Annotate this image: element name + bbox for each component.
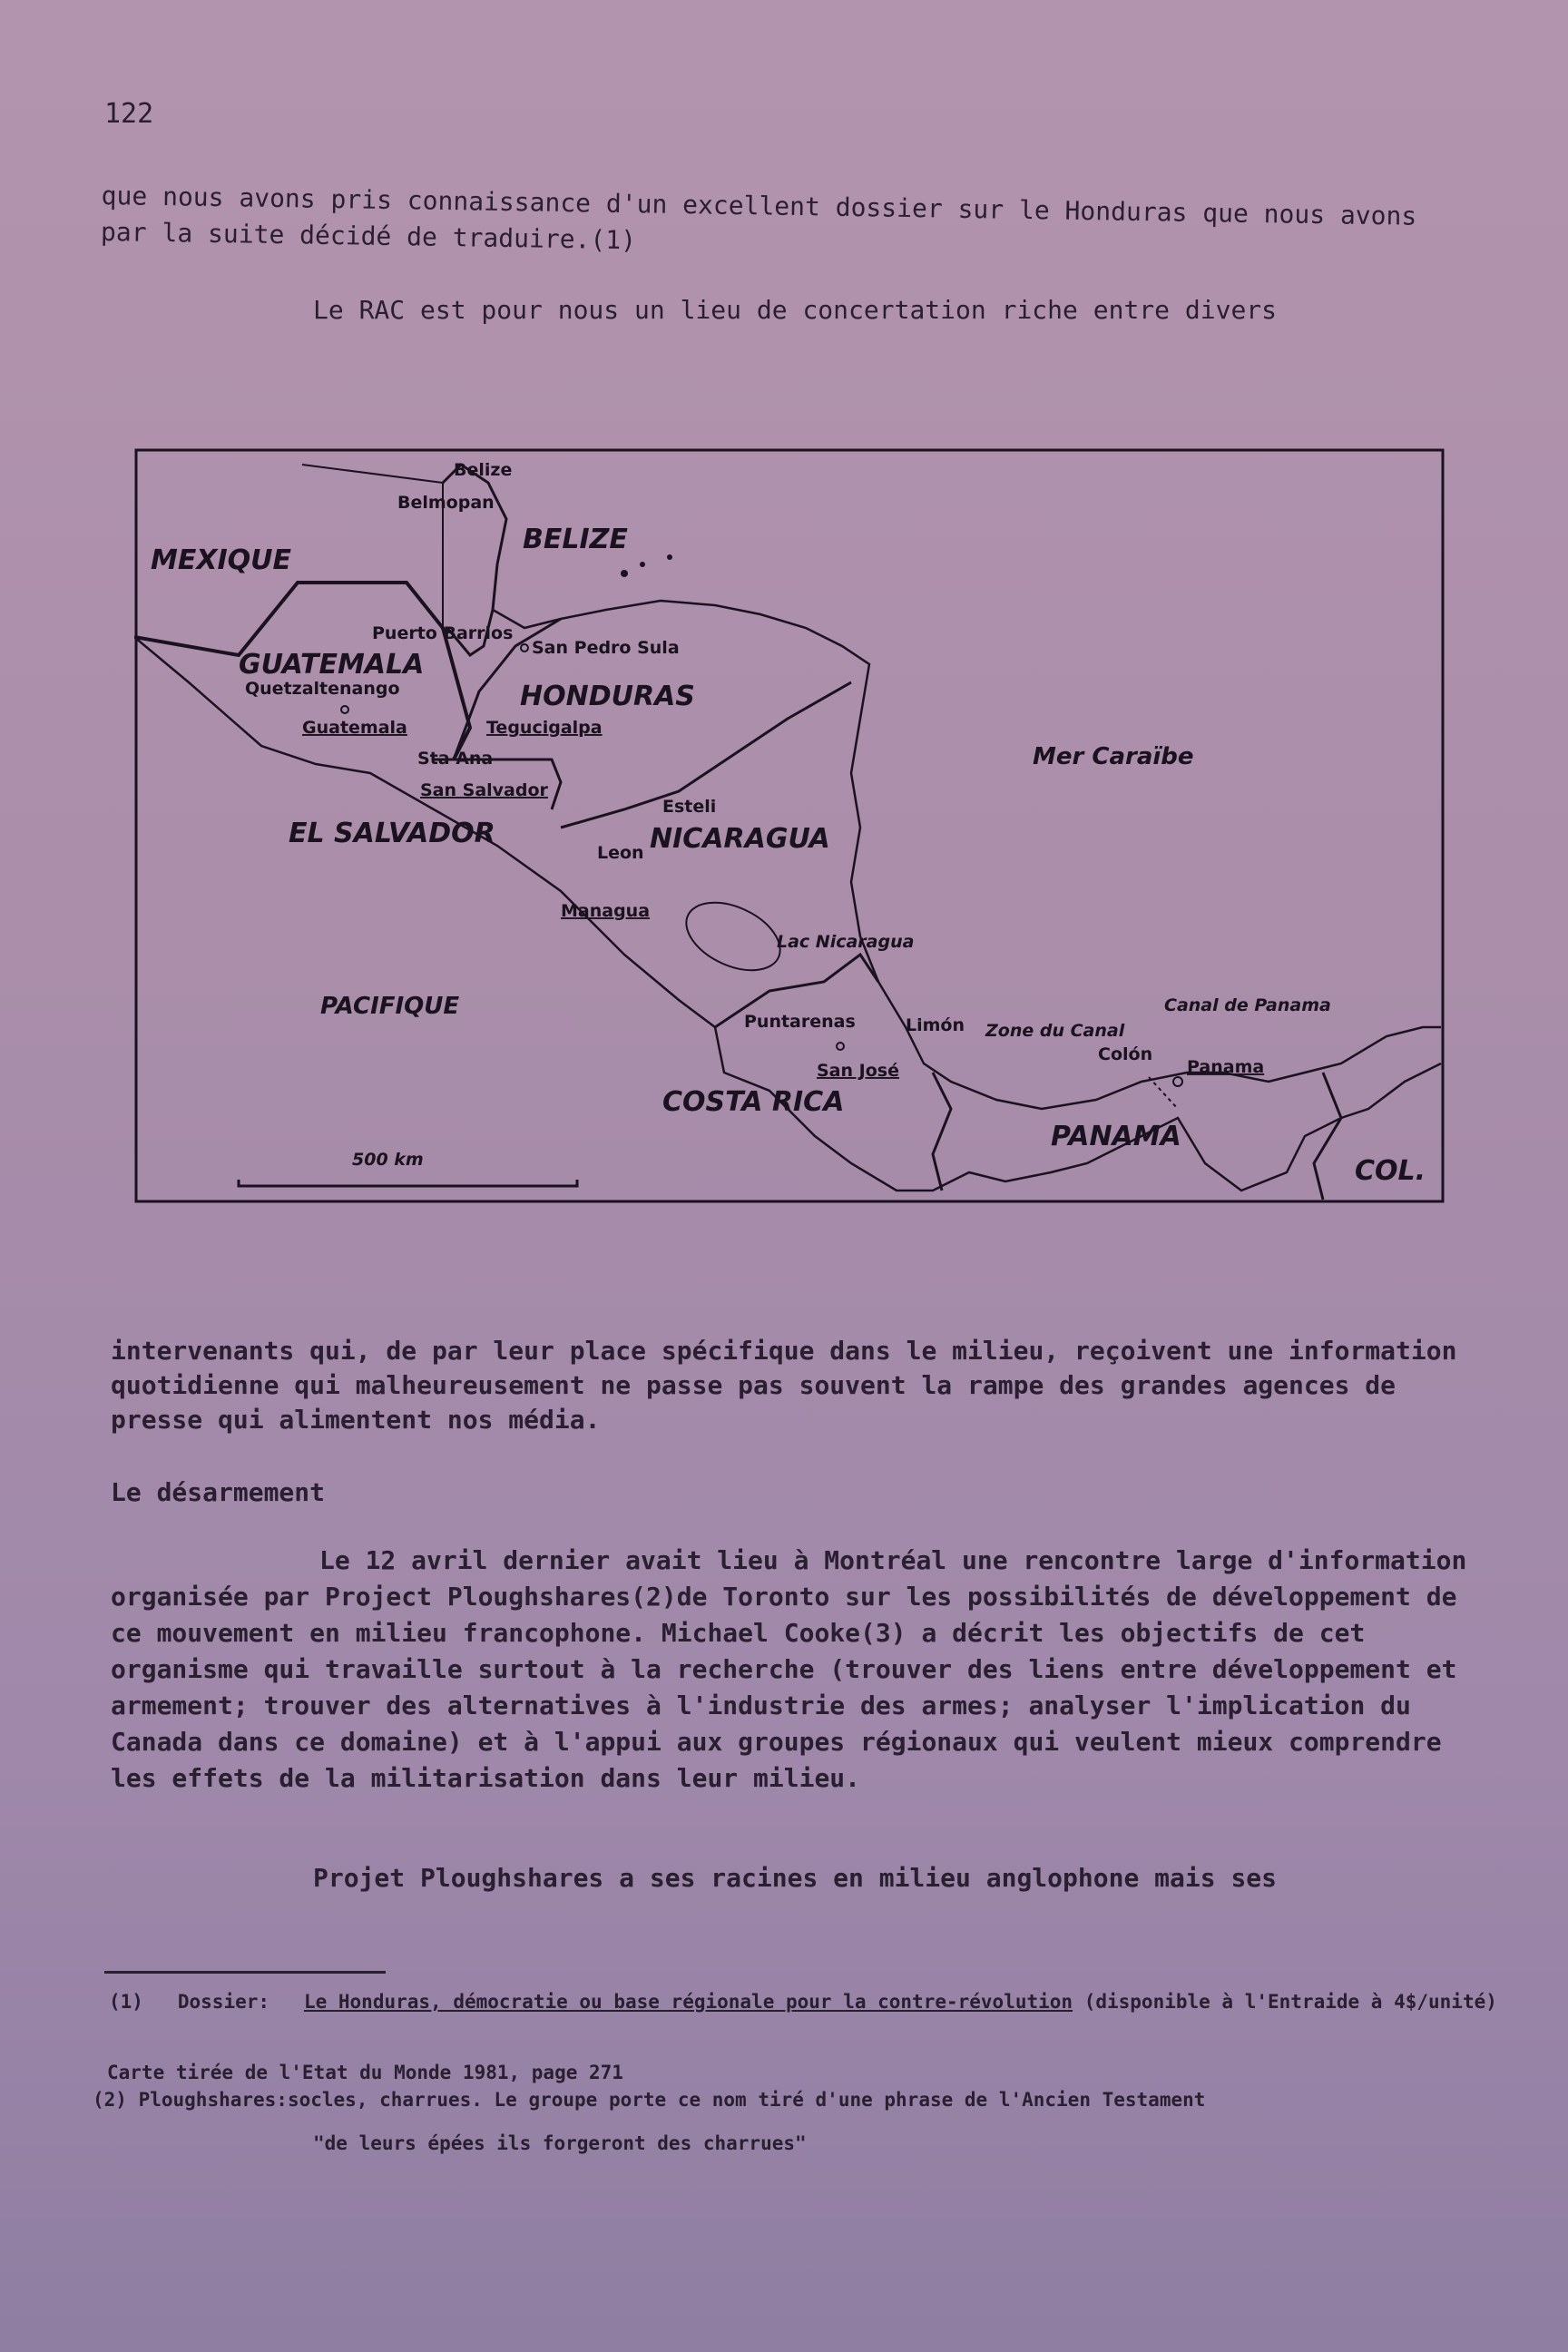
label-san-jose: San José bbox=[817, 1061, 899, 1081]
label-leon: Leon bbox=[597, 843, 644, 863]
label-san-salvador: San Salvador bbox=[420, 780, 548, 800]
label-colombia: COL. bbox=[1355, 1155, 1426, 1187]
central-america-map bbox=[134, 446, 1446, 1205]
label-zone-canal: Zone du Canal bbox=[985, 1021, 1125, 1041]
paragraph-intervenants: intervenants qui, de par leur place spécifique dans le milieu, reçoivent une information quotidienne qui malheureusement ne passe pas souvent la rampe des grandes agences de presse qui alimentent nos média. bbox=[111, 1336, 1473, 1435]
label-belmopan: Belmopan bbox=[397, 493, 495, 513]
paragraph-rac: Le RAC est pour nous un lieu de concertation riche entre divers bbox=[313, 295, 1278, 325]
paragraph-projet: Projet Ploughshares a ses racines en milieu anglophone mais ses bbox=[313, 1863, 1278, 1893]
footnote-2-quote: "de leurs épées ils forgeront des charrues" bbox=[313, 2132, 807, 2154]
label-guatemala: GUATEMALA bbox=[239, 649, 425, 681]
label-honduras: HONDURAS bbox=[520, 681, 695, 712]
label-nicaragua: NICARAGUA bbox=[650, 823, 830, 855]
paragraph-ploughshares: Le 12 avril dernier avait lieu à Montréal une rencontre large d'information organisée par Project Ploughshares(2)de Toronto sur les possibilités de développement de ce mouvement en milieu francophone. Michael Cooke(3) a décrit les objectifs de cet organisme qui travaille surtout à la recherche (trouver des liens entre développement et armement; trouver des alternatives à l'industrie des armes; analyser l'implication du Canada dans ce domaine) et à l'appui aux groupes régionaux qui veulent mieux comprendre les effets de la militarisation dans leur milieu. bbox=[111, 1545, 1483, 1793]
label-scale: 500 km bbox=[352, 1150, 424, 1170]
label-santa-ana: Sta Ana bbox=[417, 749, 494, 769]
label-tegucigalpa: Tegucigalpa bbox=[486, 718, 603, 738]
label-esteli: Esteli bbox=[662, 797, 717, 817]
label-panama: PANAMA bbox=[1051, 1121, 1181, 1152]
label-limon: Limón bbox=[906, 1015, 965, 1035]
border-panama-colombia bbox=[1314, 1073, 1341, 1200]
label-puerto-barrios: Puerto Barrios bbox=[372, 623, 514, 643]
label-canal-panama: Canal de Panama bbox=[1164, 995, 1331, 1015]
label-belize-city: Belize bbox=[454, 460, 513, 480]
label-belize: BELIZE bbox=[523, 524, 628, 555]
label-managua: Managua bbox=[561, 901, 651, 921]
label-guatemala-city: Guatemala bbox=[302, 718, 407, 738]
label-puntarenas: Puntarenas bbox=[744, 1012, 856, 1032]
label-lac-nicaragua: Lac Nicaragua bbox=[777, 932, 915, 952]
label-colon: Colón bbox=[1098, 1044, 1153, 1064]
footnote-1-title: Le Honduras, démocratie ou base régionale pour la contre-révolution bbox=[303, 1991, 1073, 2013]
footnote-2-text: Ploughshares:socles, charrues. Le groupe porte ce nom tiré d'une phrase de l'Ancien Testament bbox=[138, 2089, 1206, 2111]
section-heading-desarmement: Le désarmement bbox=[111, 1477, 326, 1507]
map-source: Carte tirée de l'Etat du Monde 1981, page 271 bbox=[107, 2062, 623, 2083]
scale-bar bbox=[239, 1180, 577, 1186]
label-costa-rica: COSTA RICA bbox=[662, 1086, 845, 1118]
label-mer-caraibe: Mer Caraïbe bbox=[1033, 743, 1194, 770]
footnote-1-label: Dossier: bbox=[177, 1991, 270, 2013]
border-costarica-panama bbox=[933, 1073, 951, 1191]
label-pacifique: PACIFIQUE bbox=[320, 993, 460, 1020]
label-panama-city: Panama bbox=[1187, 1057, 1265, 1077]
lake-nicaragua bbox=[676, 889, 791, 984]
footnote-1 bbox=[109, 1987, 1506, 2016]
footnote-1-marker: (1) bbox=[109, 1991, 143, 2013]
label-quetzaltenango: Quetzaltenango bbox=[245, 679, 400, 699]
label-san-pedro-sula: San Pedro Sula bbox=[532, 638, 680, 658]
page-number: 122 bbox=[104, 98, 154, 130]
paragraph-intro: que nous avons pris connaissance d'un excellent dossier sur le Honduras que nous avons par la suite décidé de traduire.(1) bbox=[100, 180, 1433, 256]
label-mexique: MEXIQUE bbox=[151, 544, 291, 576]
footnote-2-marker: (2) bbox=[93, 2089, 127, 2111]
label-el-salvador: EL SALVADOR bbox=[289, 818, 495, 849]
footnote-2 bbox=[93, 2085, 1508, 2114]
footnote-rule bbox=[104, 1971, 386, 1974]
footnote-1-rest: (disponible à l'Entraide à 4$/unité) bbox=[1083, 1991, 1497, 2013]
